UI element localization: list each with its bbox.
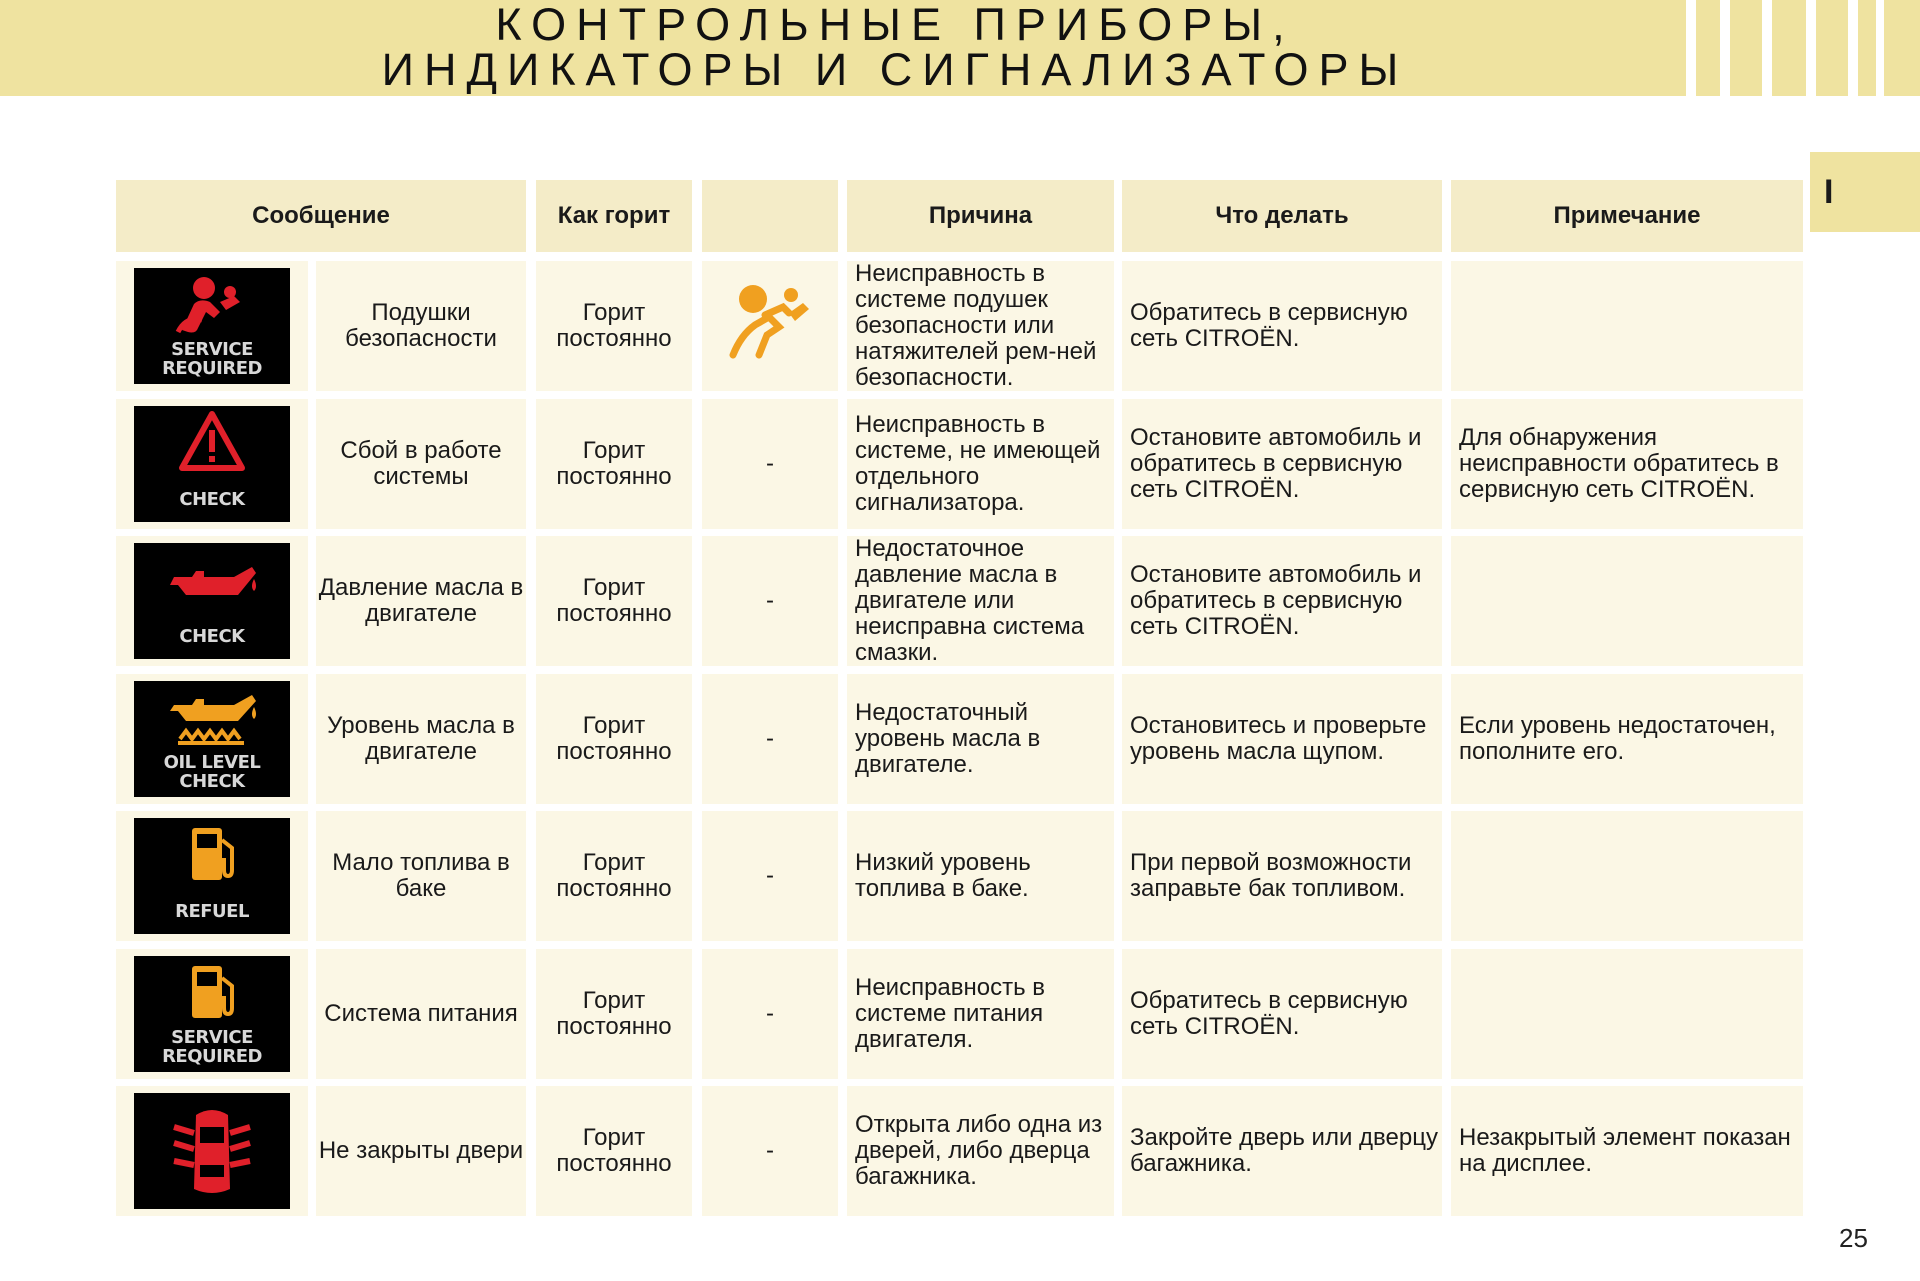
cause-text-cell [847,949,1114,1079]
action-text-cell [1122,261,1442,391]
section-tab[interactable]: I [1810,152,1920,232]
symbol-dash: - [766,449,774,477]
message-name: Не закрыты двери [318,1137,524,1164]
symbol-dash: - [766,724,774,752]
title-line-2: ИНДИКАТОРЫ И СИГНАЛИЗАТОРЫ [381,44,1409,95]
header-how [536,180,692,252]
symbol-cell [702,949,838,1079]
warning-light-label: CHECK [179,626,245,647]
note-text-cell [1451,1086,1803,1216]
title-line-1: КОНТРОЛЬНЫЕ ПРИБОРЫ, [495,0,1295,50]
header-how-label: Как горит [557,202,671,229]
action-text-cell [1122,811,1442,941]
symbol-cell [702,261,838,391]
warning-light-cell [116,949,308,1079]
page-number: 25 [1839,1223,1868,1253]
cause-text-cell [847,674,1114,804]
message-name-cell [316,261,526,391]
warning-light-label: SERVICE REQUIRED [162,339,262,379]
header-cause [847,180,1114,252]
note-text-cell [1451,811,1803,941]
light-state-cell [536,811,692,941]
cause-text: Неисправность в системе подушек безопасности или натяжителей рем-ней безопасности. [855,260,1097,391]
cause-text-cell [847,536,1114,666]
message-name: Система питания [324,999,518,1027]
light-state: Горит постоянно [556,986,672,1040]
light-state-cell [536,261,692,391]
light-state-cell [536,949,692,1079]
note-text: Для обнаружения неисправности обратитесь в сервисную сеть CITROËN. [1459,423,1779,503]
cause-text-cell [847,399,1114,529]
cause-text-cell [847,261,1114,391]
warning-light-label: CHECK [179,488,245,510]
note-text: Если уровень недостаточен, пополните его. [1459,711,1776,765]
note-text: Незакрытый элемент показан на дисплее. [1459,1124,1791,1177]
action-text-cell [1122,949,1442,1079]
light-state: Горит постоянно [556,436,672,490]
warning-light-cell [116,674,308,804]
warning-light-cell [116,811,308,941]
message-name: Мало топлива в баке [332,849,510,902]
light-state-cell [536,536,692,666]
note-text-cell [1451,674,1803,804]
message-name: Сбой в работе системы [340,436,502,490]
header-action [1122,180,1442,252]
symbol-cell [702,536,838,666]
message-name-cell [316,399,526,529]
page-title [0,0,1790,95]
warning-triangle-icon [134,406,290,522]
symbol-cell [702,811,838,941]
action-text-cell [1122,399,1442,529]
message-name: Подушки безопасности [345,299,497,352]
action-text: Остановитесь и проверьте уровень масла щупом. [1130,711,1427,765]
message-name-cell [316,674,526,804]
message-name: Давление масла в двигателе [318,574,524,627]
symbol-dash: - [766,587,774,614]
action-text: Остановите автомобиль и обратитесь в сервисную сеть CITROËN. [1130,423,1422,503]
cause-text: Неисправность в системе, не имеющей отдельного сигнализатора. [855,410,1101,516]
cause-text: Низкий уровень топлива в баке. [855,849,1031,902]
cause-text: Недостаточное давление масла в двигателе или неисправна система смазки. [855,535,1085,666]
light-state: Горит постоянно [556,299,672,352]
header-symbol [702,180,838,252]
warning-light-label: REFUEL [175,901,249,922]
airbag-warning-icon [134,268,290,384]
cause-text: Открыта либо одна из дверей, либо дверца багажника. [855,1111,1103,1190]
header-message [116,180,526,252]
header-note [1451,180,1803,252]
warning-light-cell [116,536,308,666]
symbol-cell [702,1086,838,1216]
light-state-cell [536,674,692,804]
header-cause-label: Причина [928,202,1033,229]
fuel-system-icon [134,956,290,1072]
action-text-cell [1122,536,1442,666]
cause-text: Недостаточный уровень масла в двигателе. [855,698,1041,778]
message-name-cell [316,536,526,666]
light-state: Горит постоянно [556,711,672,765]
action-text: Закройте дверь или дверцу багажника. [1130,1124,1438,1177]
symbol-cell [702,399,838,529]
note-text-cell [1451,949,1803,1079]
warning-light-cell [116,1086,308,1216]
warning-light-cell [116,261,308,391]
airbag-symbol-icon [725,283,815,369]
message-name: Уровень масла в двигателе [327,711,515,765]
door-open-icon [134,1093,290,1209]
cause-text-cell [847,811,1114,941]
light-state: Горит постоянно [556,849,672,902]
action-text: При первой возможности заправьте бак топливом. [1130,849,1412,902]
warning-light-cell [116,399,308,529]
message-name-cell [316,949,526,1079]
symbol-dash: - [766,1137,774,1164]
oil-pressure-icon [134,543,290,659]
warning-light-label: SERVICE REQUIRED [162,1026,262,1067]
note-text-cell [1451,399,1803,529]
header-note-label: Примечание [1553,202,1701,229]
header-message-label: Сообщение [252,202,390,229]
action-text-cell [1122,1086,1442,1216]
light-state-cell [536,399,692,529]
fuel-pump-icon [134,818,290,934]
oil-level-icon [134,681,290,797]
message-name-cell [316,811,526,941]
message-name-cell [316,1086,526,1216]
action-text: Обратитесь в сервисную сеть CITROËN. [1130,299,1408,352]
action-text-cell [1122,674,1442,804]
cause-text-cell [847,1086,1114,1216]
light-state: Горит постоянно [556,574,672,627]
warning-light-label: OIL LEVEL CHECK [163,751,261,792]
note-text-cell [1451,536,1803,666]
header-action-label: Что делать [1215,202,1349,229]
light-state-cell [536,1086,692,1216]
light-state: Горит постоянно [556,1124,672,1177]
symbol-dash: - [766,999,774,1027]
action-text: Остановите автомобиль и обратитесь в сервисную сеть CITROËN. [1130,561,1422,640]
symbol-dash: - [766,862,774,889]
symbol-cell [702,674,838,804]
note-text-cell [1451,261,1803,391]
cause-text: Неисправность в системе питания двигателя. [855,973,1046,1053]
action-text: Обратитесь в сервисную сеть CITROËN. [1130,986,1408,1040]
